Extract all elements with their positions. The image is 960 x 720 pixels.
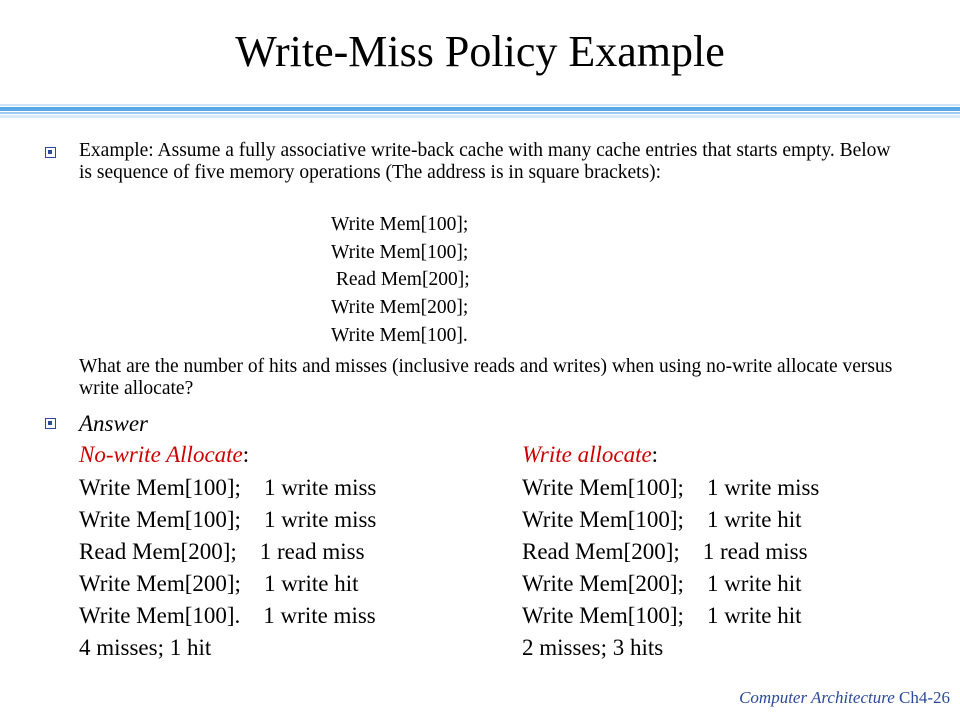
no-write-allocate-summary: 4 misses; 1 hit xyxy=(79,635,212,660)
write-allocate-heading xyxy=(522,441,658,469)
operation-line: Write Mem[100]; xyxy=(331,242,469,263)
no-write-allocate-row: Read Mem[200]; 1 read miss xyxy=(79,539,365,564)
write-allocate-row: Write Mem[100]; 1 write hit xyxy=(522,603,802,628)
operation-line: Write Mem[100]; xyxy=(331,214,469,235)
operation-line: Write Mem[200]; xyxy=(331,297,469,318)
example-question: What are the number of hits and misses (inclusive reads and writes) when using no-write allocate versus write allocate? xyxy=(79,356,893,399)
operation-line: Write Mem[100]. xyxy=(331,325,468,346)
title-divider xyxy=(0,104,960,118)
answer-heading: Answer xyxy=(79,411,148,436)
course-name: Computer Architecture xyxy=(739,688,895,707)
write-allocate-row: Write Mem[100]; 1 write hit xyxy=(522,507,802,532)
operation-line: Read Mem[200]; xyxy=(331,269,470,290)
square-bullet-icon xyxy=(45,418,56,429)
no-write-allocate-heading xyxy=(79,441,249,469)
square-bullet-icon xyxy=(45,147,56,158)
no-write-allocate-row: Write Mem[100]. 1 write miss xyxy=(79,603,376,628)
heading-colon: : xyxy=(242,442,250,467)
example-intro: Example: Assume a fully associative write-back cache with many cache entries that starts empty. Below is sequence of five memory operations (The address is in square brackets): xyxy=(79,140,891,183)
heading-colon: : xyxy=(651,442,659,467)
no-write-allocate-label: No-write Allocate xyxy=(79,442,243,467)
write-allocate-row: Write Mem[100]; 1 write miss xyxy=(522,475,820,500)
no-write-allocate-row: Write Mem[200]; 1 write hit xyxy=(79,571,359,596)
write-allocate-label: Write allocate xyxy=(522,442,652,467)
no-write-allocate-row: Write Mem[100]; 1 write miss xyxy=(79,475,377,500)
write-allocate-row: Read Mem[200]; 1 read miss xyxy=(522,539,808,564)
no-write-allocate-row: Write Mem[100]; 1 write miss xyxy=(79,507,377,532)
slide-footer xyxy=(739,688,950,708)
write-allocate-row: Write Mem[200]; 1 write hit xyxy=(522,571,802,596)
write-allocate-summary: 2 misses; 3 hits xyxy=(522,635,664,660)
page-number: Ch4-26 xyxy=(894,688,950,707)
slide-title: Write-Miss Policy Example xyxy=(235,27,725,76)
